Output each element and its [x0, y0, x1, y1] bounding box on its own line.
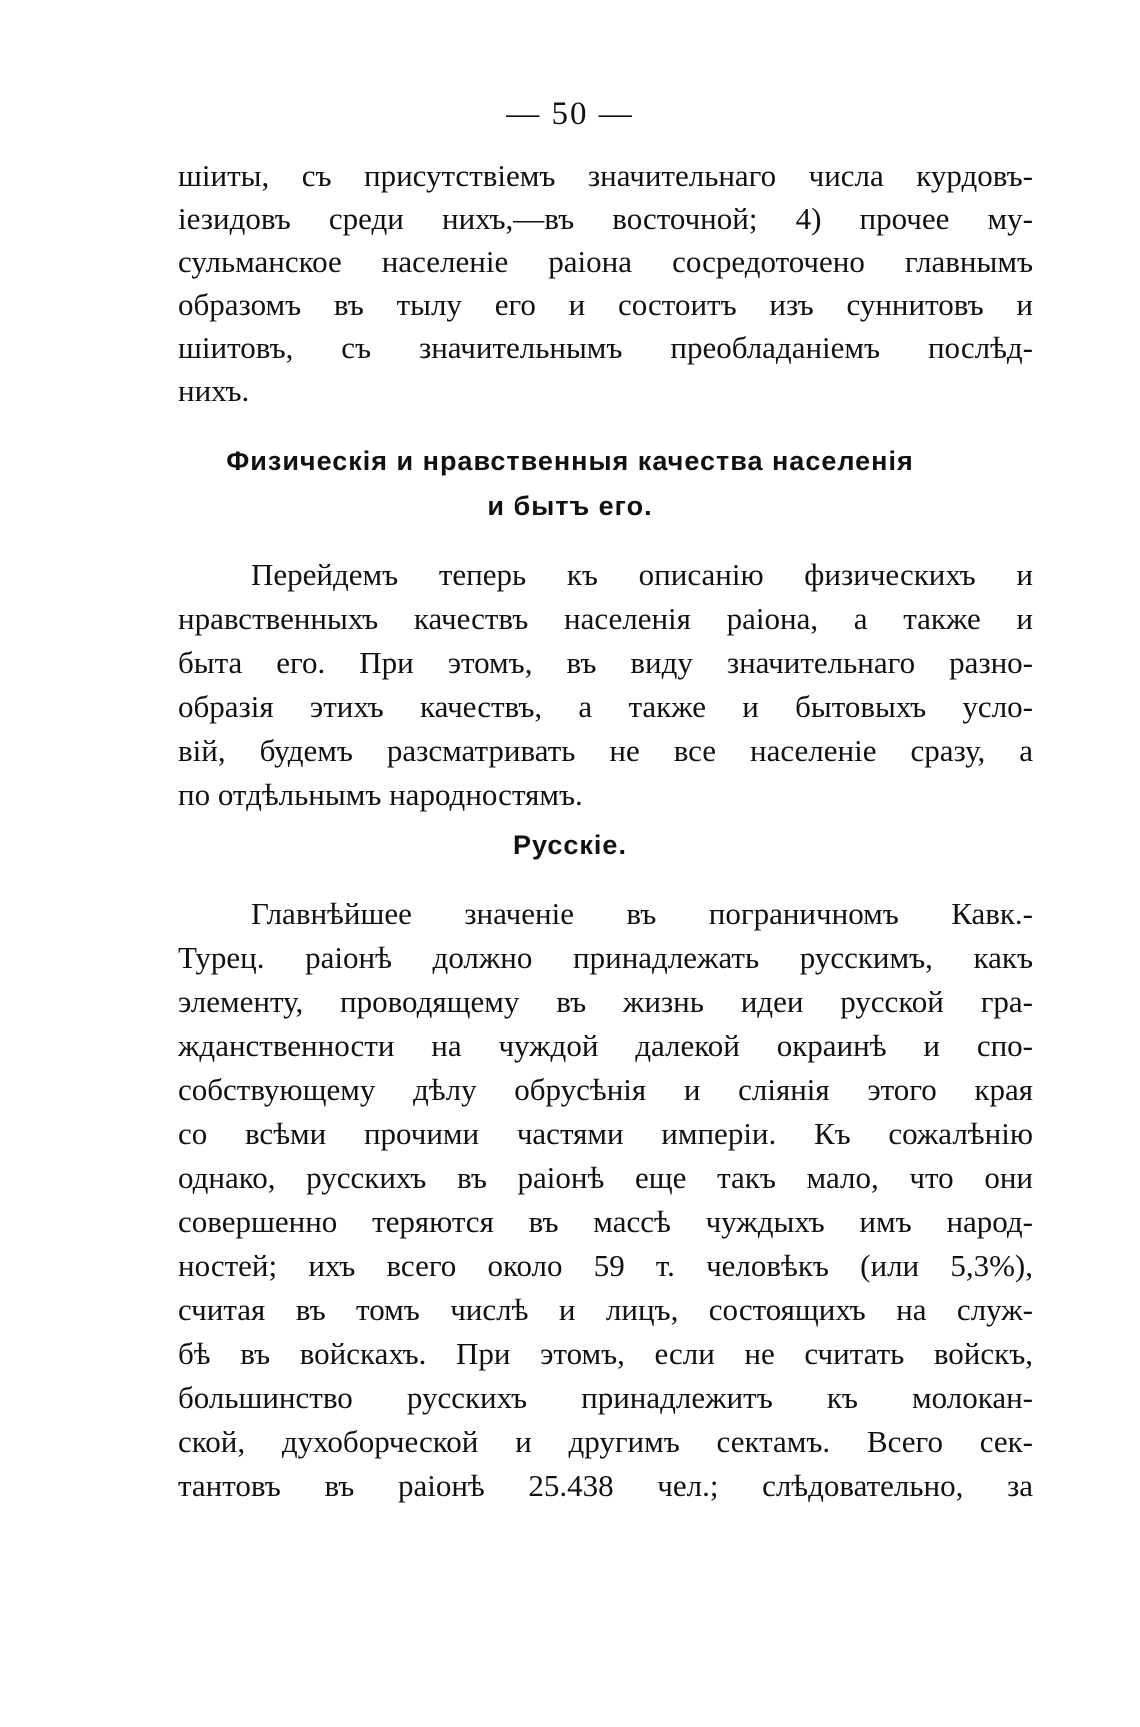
- text-line: считая въ томъ числѣ и лицъ, состоящихъ на служ-: [178, 1292, 1033, 1327]
- section-heading-russians: Русскiе.: [513, 830, 627, 860]
- page-number: — 50 —: [506, 96, 634, 132]
- text-line: тантовъ въ раiонѣ 25.438 чел.; слѣдовательно, за: [178, 1468, 1033, 1503]
- text-line: образiя этихъ качествъ, а также и бытовыхъ усло-: [178, 689, 1033, 724]
- text-line: вiй, будемъ разсматривать не все населенiе сразу, а: [178, 733, 1033, 768]
- text-line: нихъ.: [178, 373, 250, 408]
- text-line: большинство русскихъ принадлежитъ къ молокан-: [178, 1380, 1033, 1415]
- text-line: собствующему дѣлу обрусѣнiя и слiянiя этого края: [178, 1072, 1033, 1107]
- text-line: шiитовъ, съ значительнымъ преобладанiемъ послѣд-: [178, 330, 1033, 365]
- text-line: шiиты, съ присутствiемъ значительнаго числа курдовъ-: [178, 158, 1033, 193]
- text-line: Главнѣйшее значенiе въ пограничномъ Кавк.-: [251, 896, 1033, 931]
- text-line: Перейдемъ теперь къ описанiю физическихъ и: [251, 557, 1033, 592]
- text-line: ской, духоборческой и другимъ сектамъ. Всего сек-: [178, 1424, 1033, 1459]
- heading-line: Физическiя и нравственныя качества населенiя: [226, 446, 914, 476]
- text-line: бѣ въ войскахъ. При этомъ, если не считать войскъ,: [178, 1336, 1033, 1371]
- text-line: жданственности на чуждой далекой окраинѣ и спо-: [178, 1028, 1033, 1063]
- text-line: нравственныхъ качествъ населенiя раiона, а также и: [178, 601, 1033, 636]
- text-line: элементу, проводящему въ жизнь идеи русской гра-: [178, 984, 1033, 1019]
- text-line: быта его. При этомъ, въ виду значительнаго разно-: [178, 645, 1033, 680]
- text-line: Турец. раiонѣ должно принадлежать русскимъ, какъ: [178, 940, 1033, 975]
- text-line: по отдѣльнымъ народностямъ.: [178, 777, 583, 812]
- text-line: образомъ въ тылу его и состоитъ изъ суннитовъ и: [178, 287, 1033, 322]
- text-line: сульманское населенiе раiона сосредоточено главнымъ: [178, 244, 1033, 279]
- text-line: iезидовъ среди нихъ,—въ восточной; 4) прочее му-: [178, 201, 1033, 236]
- text-line: однако, русскихъ въ раiонѣ еще такъ мало, что они: [178, 1160, 1033, 1195]
- text-line: совершенно теряются въ массѣ чуждыхъ имъ народ-: [178, 1204, 1033, 1239]
- text-line: со всѣми прочими частями имперiи. Къ сожалѣнiю: [178, 1116, 1033, 1151]
- text-line: ностей; ихъ всего около 59 т. человѣкъ (или 5,3%),: [178, 1248, 1033, 1283]
- heading-line: и бытъ его.: [487, 491, 653, 521]
